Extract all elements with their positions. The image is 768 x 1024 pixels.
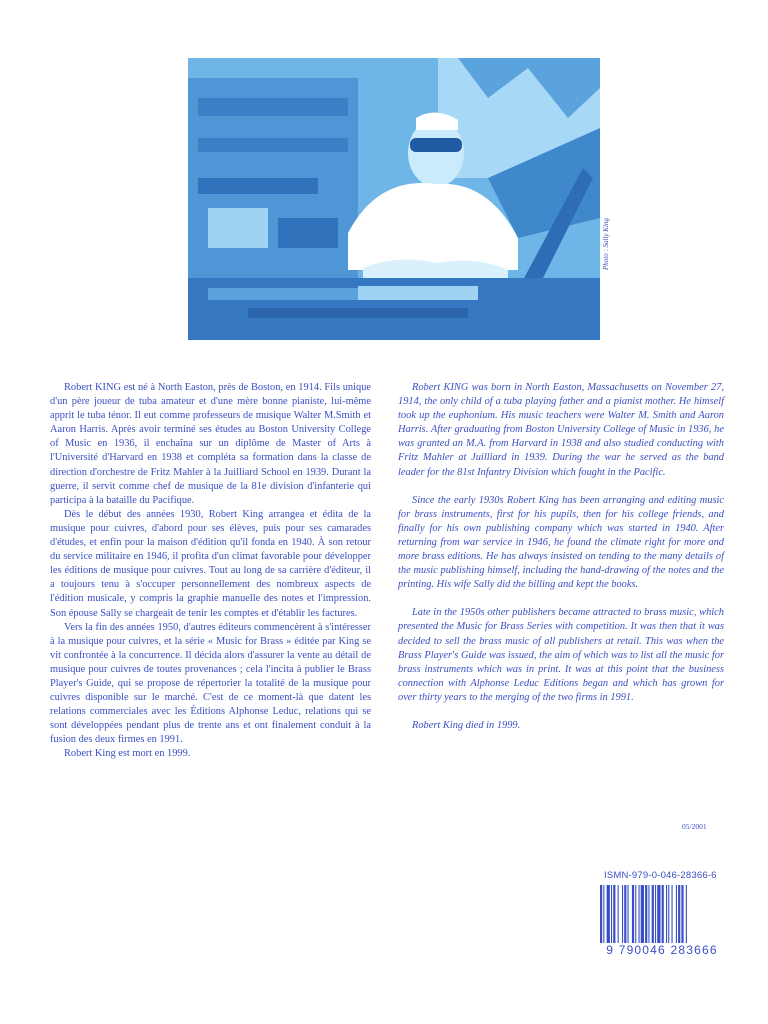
french-paragraph: Robert King est mort en 1999. xyxy=(64,748,191,760)
english-paragraph: Robert King died in 1999. xyxy=(412,719,521,731)
french-paragraph: Robert KING est né à North Easton, près de Boston, en 1914. Fils unique d'un père joueur de tuba amateur et d'une mère bonne pianiste, lui-même apprit le tuba ténor. Il eut comme professeurs de musique Walter M.Smith et Aaron Harris. Après avoir terminé ses études au Boston University College of Music en 1936, il enchaîna sur un diplôme de Master of Arts à l'Université d'Harvard en 1938 et compléta sa formation dans la classe de direction d'orchestre de Fritz Mahler à la Juilliard School en 1939. Durant la guerre, il servit comme chef de musique de la 81e division d'infanterie qui participa à la bataille du Pacifique. xyxy=(50,382,371,506)
publication-date: 05/2001 xyxy=(682,822,707,831)
english-text-column xyxy=(398,381,724,747)
barcode-bars xyxy=(598,885,726,945)
photo-credit: Photo : Sally King xyxy=(602,218,610,270)
english-paragraph: Late in the 1950s other publishers became attracted to brass music, which presented the Music for Brass Series with competition. It was then that it was decided to sell the brass music of all publishers at retail. This was when the Brass Player's Guide was issued, the aim of which was to list all the music for brass instruments which was in print. It was at this point that the business connection with Alphonse Leduc Editions began and which has grown for over thirty years to the merging of the two firms in 1991. xyxy=(398,607,724,703)
english-paragraph: Robert KING was born in North Easton, Massachusetts on November 27, 1914, the only child of a tuba playing father and a pianist mother. He himself took up the euphonium. His music teachers were Walter M. Smith and Aaron Harris. After graduating from Boston University College of Music in 1936, he was granted an M.A. from Harvard in 1938 and also studied conducting with Fritz Mahler at Juilliard in 1939. During the war he served as the band leader for the 81st Infantry Division which fought in the Pacific. xyxy=(398,382,724,478)
french-paragraph: Vers la fin des années 1950, d'autres éditeurs commencèrent à s'intéresser à la musique pour cuivres, et la série « Music for Brass » éditée par King se vit confrontée à la concurrence. Il décida alors d'assurer la vente au détail de musique pour cuivres de toutes provenances ; cela l'incita à publier le Brass Player's Guide, qui se propose de répertorier la totalité de la musique pour cuivres disponible sur le marché. C'est de ce moment-là que datent les relations commerciales avec les Éditions Alphonse Leduc, relations qui se sont développées pendant plus de trente ans et ont finalement conduit à la fusion des deux firmes en 1991. xyxy=(50,621,371,746)
barcode-digits: 9 790046 283666 xyxy=(598,943,726,957)
ismn-number: ISMN-979-0-046-28366-6 xyxy=(604,870,717,881)
author-photo xyxy=(188,58,600,340)
author-photo-illustration xyxy=(188,58,600,340)
french-text-column xyxy=(50,381,371,762)
english-paragraph: Since the early 1930s Robert King has been arranging and editing music for brass instruments, first for his pupils, then for his college friends, and finally for his own publishing company which was started in 1940. After returning from war service in 1946, he found the climate right for more and more brass editions. He has always insisted on tending to the many details of the music publishing himself, including the hand-drawing of the notes and the printing. His wife Sally did the billing and kept the books. xyxy=(398,494,724,591)
french-paragraph: Dès le début des années 1930, Robert King arrangea et édita de la musique pour cuivres, d'abord pour ses élèves, puis pour ses camarades d'études, et enfin pour la maison d'édition qu'il fonda en 1940. À son retour du service militaire en 1946, il profita d'un climat favorable pour développer les éditions de musique pour cuivres. Tout au long de sa carrière d'éditeur, il a toujours tenu à s'occuper personnellement des nombreux aspects de l'édition musicale, y compris la graphie manuelle des notes et l'impression. Son épouse Sally se chargeait de tenir les comptes et d'établir les factures. xyxy=(50,508,371,619)
